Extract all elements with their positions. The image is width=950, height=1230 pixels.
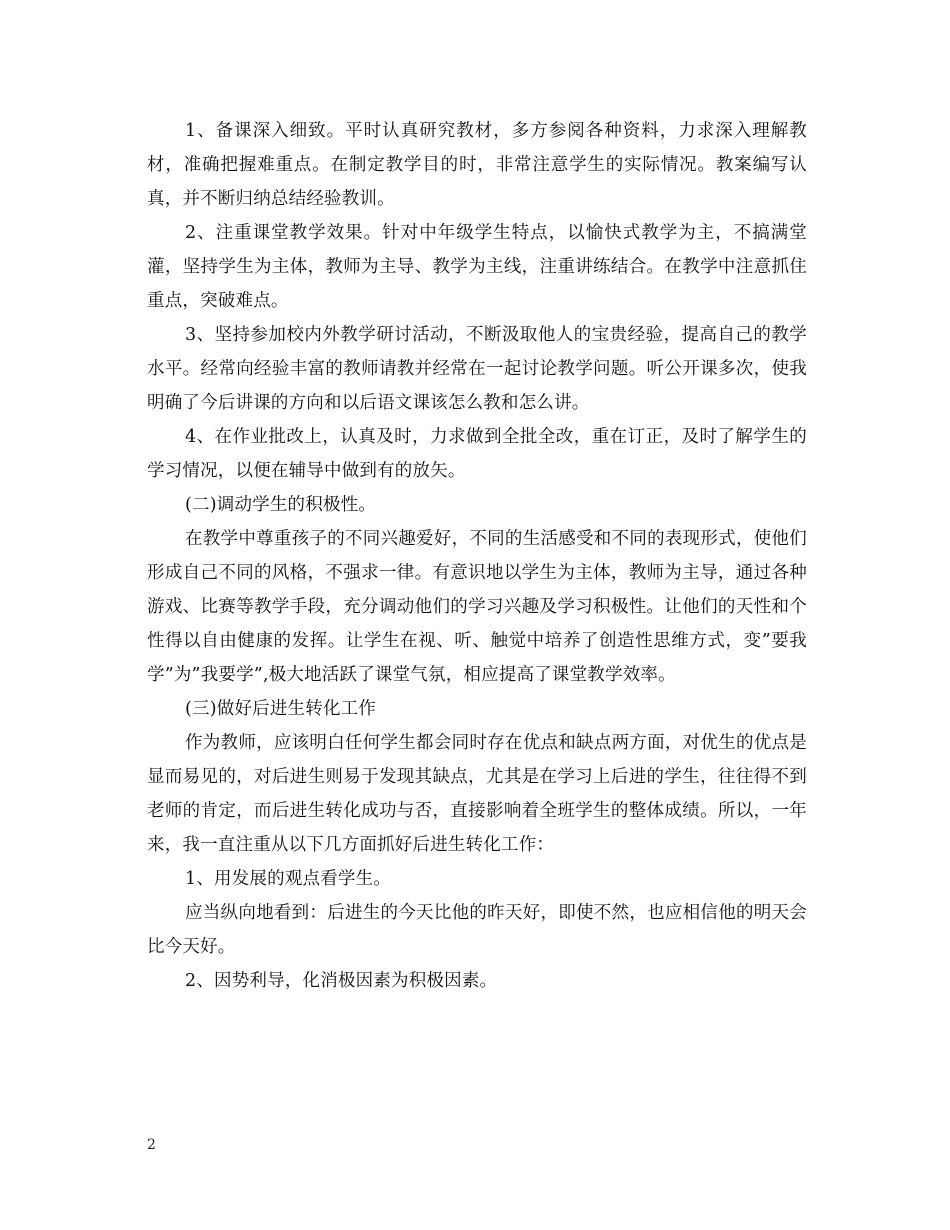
paragraph-teaching-research: 3、坚持参加校内外教学研讨活动，不断汲取他人的宝贵经验，提高自己的教学水平。经常向经验丰富的教师请教并经常在一起讨论教学问题。听公开课多次，使我明确了今后讲课的方向和以后语文课该怎么教和怎么讲。 bbox=[147, 325, 807, 413]
paragraph-student-interest: 在教学中尊重孩子的不同兴趣爱好，不同的生活感受和不同的表现形式，使他们形成自己不同的风格，不强求一律。有意识地以学生为主体，教师为主导，通过各种游戏、比赛等教学手段，充分调动他们的学习兴趣及学习积极性。让他们的天性和个性得以自由健康的发挥。让学生在视、听、触觉中培养了创造性思维方式，变”要我学”为”我要学”,极大地活跃了课堂气氛，相应提高了课堂教学效率。 bbox=[147, 529, 807, 685]
document-body bbox=[147, 114, 807, 998]
paragraph-classroom-effect: 2、注重课堂教学效果。针对中年级学生特点，以愉快式教学为主，不搞满堂灌，坚持学生为主体，教师为主导、教学为主线，注重讲练结合。在教学中注意抓住重点，突破难点。 bbox=[147, 223, 807, 311]
paragraph-positive-guidance: 2、因势利导，化消极因素为积极因素。 bbox=[185, 971, 498, 991]
paragraph-homework-correction: 4、在作业批改上，认真及时，力求做到全批全改，重在订正，及时了解学生的学习情况，以便在辅导中做到有的放矢。 bbox=[147, 427, 807, 481]
paragraph-lesson-preparation: 1、备课深入细致。平时认真研究教材，多方参阅各种资料，力求深入理解教材，准确把握难重点。在制定教学目的时，非常注意学生的实际情况。教案编写认真，并不断归纳总结经验教训。 bbox=[147, 121, 807, 209]
page-number: 2 bbox=[147, 1137, 156, 1153]
paragraph-longitudinal-view: 应当纵向地看到：后进生的今天比他的昨天好，即使不然，也应相信他的明天会比今天好。 bbox=[147, 903, 807, 957]
paragraph-underachiever-intro: 作为教师，应该明白任何学生都会同时存在优点和缺点两方面，对优生的优点是显而易见的，对后进生则易于发现其缺点，尤其是在学习上后进的学生，往往得不到老师的肯定，而后进生转化成功与否，直接影响着全班学生的整体成绩。所以，一年来，我一直注重从以下几方面抓好后进生转化工作： bbox=[147, 733, 807, 855]
section-heading-motivation: (二)调动学生的积极性。 bbox=[185, 495, 377, 515]
section-heading-underachievers: (三)做好后进生转化工作 bbox=[185, 699, 377, 719]
paragraph-development-view: 1、用发展的观点看学生。 bbox=[185, 869, 392, 889]
